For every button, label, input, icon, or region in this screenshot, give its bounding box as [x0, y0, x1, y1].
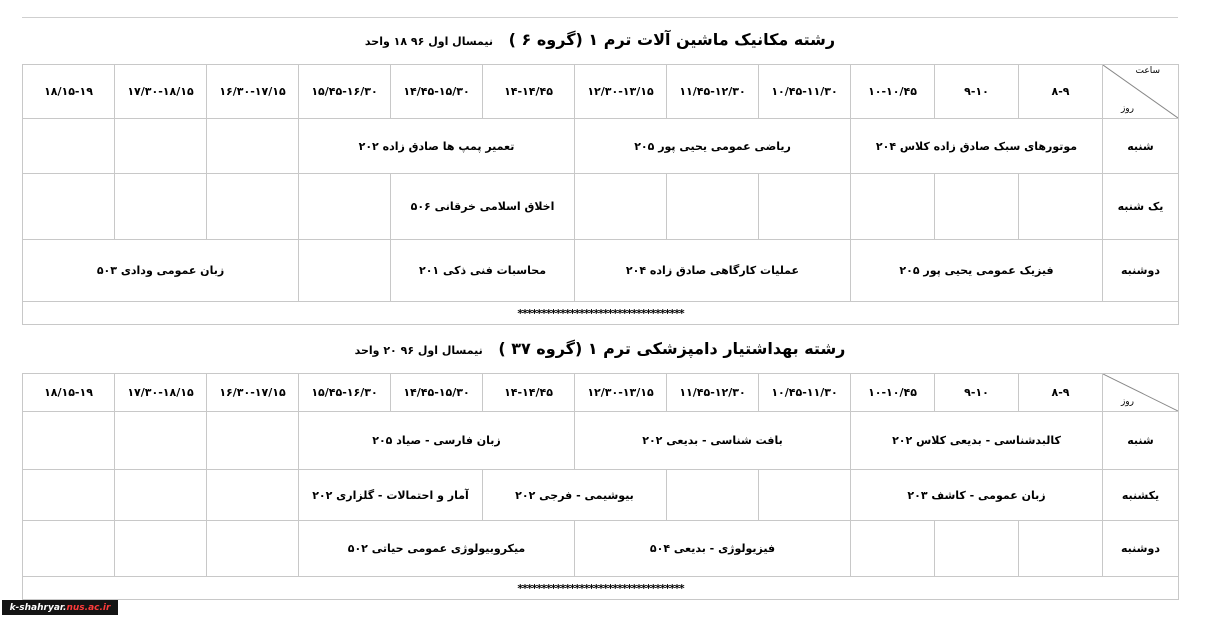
day-row [23, 240, 1179, 302]
class-cell: زبان فارسی - صیاد ۲۰۵ [299, 412, 575, 470]
stars-row [23, 302, 1179, 325]
class-cell: ریاضی عمومی یحیی پور ۲۰۵ [575, 119, 851, 174]
day-label: یک شنبه [1103, 174, 1179, 240]
day-label: دوشنبه [1103, 240, 1179, 302]
empty-cell [23, 412, 115, 470]
class-cell: محاسبات فنی ذکی ۲۰۱ [391, 240, 575, 302]
day-row [23, 470, 1179, 521]
time-header: ۹-۱۰ [935, 374, 1019, 412]
empty-cell [23, 174, 115, 240]
time-header: ۱۸/۱۵-۱۹ [23, 374, 115, 412]
empty-cell [207, 470, 299, 521]
day-row [23, 119, 1179, 174]
stars-divider: *********************************** [23, 577, 1179, 600]
class-cell: بیوشیمی - فرجی ۲۰۲ [483, 470, 667, 521]
day-label: شنبه [1103, 412, 1179, 470]
day-row [23, 174, 1179, 240]
empty-cell [851, 174, 935, 240]
empty-cell [23, 119, 115, 174]
time-header-row [23, 374, 1179, 412]
watermark-text: k-shahryar. [9, 602, 67, 613]
schedule-table-2 [22, 373, 1179, 600]
corner-cell [1103, 374, 1179, 412]
empty-cell [207, 174, 299, 240]
time-header: ۱۷/۳۰-۱۸/۱۵ [115, 65, 207, 119]
empty-cell [115, 412, 207, 470]
schedule-title-main: رشته مکانیک ماشین آلات ترم ۱ (گروه ۶ ) [508, 30, 836, 49]
time-header: ۱۴-۱۴/۴۵ [483, 65, 575, 119]
empty-cell [759, 174, 851, 240]
time-header: ۱۶/۳۰-۱۷/۱۵ [207, 65, 299, 119]
time-header: ۱۰-۱۰/۴۵ [851, 65, 935, 119]
time-header: ۱۶/۳۰-۱۷/۱۵ [207, 374, 299, 412]
class-cell: آمار و احتمالات - گلزاری ۲۰۲ [299, 470, 483, 521]
class-cell: فیزیک عمومی یحیی پور ۲۰۵ [851, 240, 1103, 302]
empty-cell [667, 174, 759, 240]
time-header-row [23, 65, 1179, 119]
empty-cell [1019, 521, 1103, 577]
empty-cell [115, 470, 207, 521]
time-header: ۱۴-۱۴/۴۵ [483, 374, 575, 412]
empty-cell [207, 412, 299, 470]
corner-label-day: روز [1120, 104, 1134, 114]
schedule-title-main: رشته بهداشتیار دامپزشکی ترم ۱ (گروه ۳۷ ) [498, 339, 846, 358]
empty-cell [935, 521, 1019, 577]
top-rule [22, 17, 1178, 18]
day-label: یکشنبه [1103, 470, 1179, 521]
empty-cell [115, 119, 207, 174]
corner-cell [1103, 65, 1179, 119]
watermark-domain: nus.ac.ir [66, 602, 111, 613]
empty-cell [1019, 174, 1103, 240]
stars-divider: *********************************** [23, 302, 1179, 325]
time-header: ۱۰/۴۵-۱۱/۳۰ [759, 65, 851, 119]
schedule-table-1 [22, 64, 1179, 325]
empty-cell [299, 240, 391, 302]
time-header: ۱۱/۴۵-۱۲/۳۰ [667, 374, 759, 412]
class-cell: تعمیر پمپ ها صادق زاده ۲۰۲ [299, 119, 575, 174]
schedule-title-meta: نیمسال اول ۹۶ ۲۰ واحد [354, 344, 483, 357]
empty-cell [115, 174, 207, 240]
stars-row [23, 577, 1179, 600]
site-watermark [2, 600, 118, 615]
empty-cell [759, 470, 851, 521]
corner-label-day: روز [1120, 397, 1134, 407]
time-header: ۱۰/۴۵-۱۱/۳۰ [759, 374, 851, 412]
time-header: ۱۵/۴۵-۱۶/۳۰ [299, 65, 391, 119]
time-header: ۱۸/۱۵-۱۹ [23, 65, 115, 119]
class-cell: زبان عمومی - کاشف ۲۰۳ [851, 470, 1103, 521]
time-header: ۸-۹ [1019, 374, 1103, 412]
time-header: ۱۲/۳۰-۱۳/۱۵ [575, 65, 667, 119]
empty-cell [207, 521, 299, 577]
class-cell: عملیات کارگاهی صادق زاده ۲۰۴ [575, 240, 851, 302]
time-header: ۸-۹ [1019, 65, 1103, 119]
time-header: ۱۵/۴۵-۱۶/۳۰ [299, 374, 391, 412]
class-cell: فیزیولوژی - بدیعی ۵۰۴ [575, 521, 851, 577]
schedule-title-2 [22, 339, 1178, 358]
empty-cell [207, 119, 299, 174]
day-row [23, 521, 1179, 577]
schedule-title-1 [22, 30, 1178, 49]
class-cell: بافت شناسی - بدیعی ۲۰۲ [575, 412, 851, 470]
class-cell: موتورهای سبک صادق زاده کلاس ۲۰۴ [851, 119, 1103, 174]
empty-cell [575, 174, 667, 240]
time-header: ۱۴/۴۵-۱۵/۳۰ [391, 374, 483, 412]
class-cell: کالبدشناسی - بدیعی کلاس ۲۰۲ [851, 412, 1103, 470]
class-cell: زبان عمومی ودادی ۵۰۳ [23, 240, 299, 302]
time-header: ۹-۱۰ [935, 65, 1019, 119]
time-header: ۱۷/۳۰-۱۸/۱۵ [115, 374, 207, 412]
empty-cell [935, 174, 1019, 240]
time-header: ۱۲/۳۰-۱۳/۱۵ [575, 374, 667, 412]
time-header: ۱۴/۴۵-۱۵/۳۰ [391, 65, 483, 119]
time-header: ۱۰-۱۰/۴۵ [851, 374, 935, 412]
day-label: شنبه [1103, 119, 1179, 174]
schedule-title-meta: نیمسال اول ۹۶ ۱۸ واحد [364, 35, 494, 48]
day-label: دوشنبه [1103, 521, 1179, 577]
empty-cell [667, 470, 759, 521]
class-cell: اخلاق اسلامی خرقانی ۵۰۶ [391, 174, 575, 240]
empty-cell [299, 174, 391, 240]
empty-cell [115, 521, 207, 577]
empty-cell [23, 470, 115, 521]
corner-label-time: ساعت [1135, 66, 1160, 76]
time-header: ۱۱/۴۵-۱۲/۳۰ [667, 65, 759, 119]
day-row [23, 412, 1179, 470]
empty-cell [851, 521, 935, 577]
class-cell: میکروبیولوژی عمومی حیاتی ۵۰۲ [299, 521, 575, 577]
empty-cell [23, 521, 115, 577]
diagonal-divider [1103, 374, 1178, 411]
